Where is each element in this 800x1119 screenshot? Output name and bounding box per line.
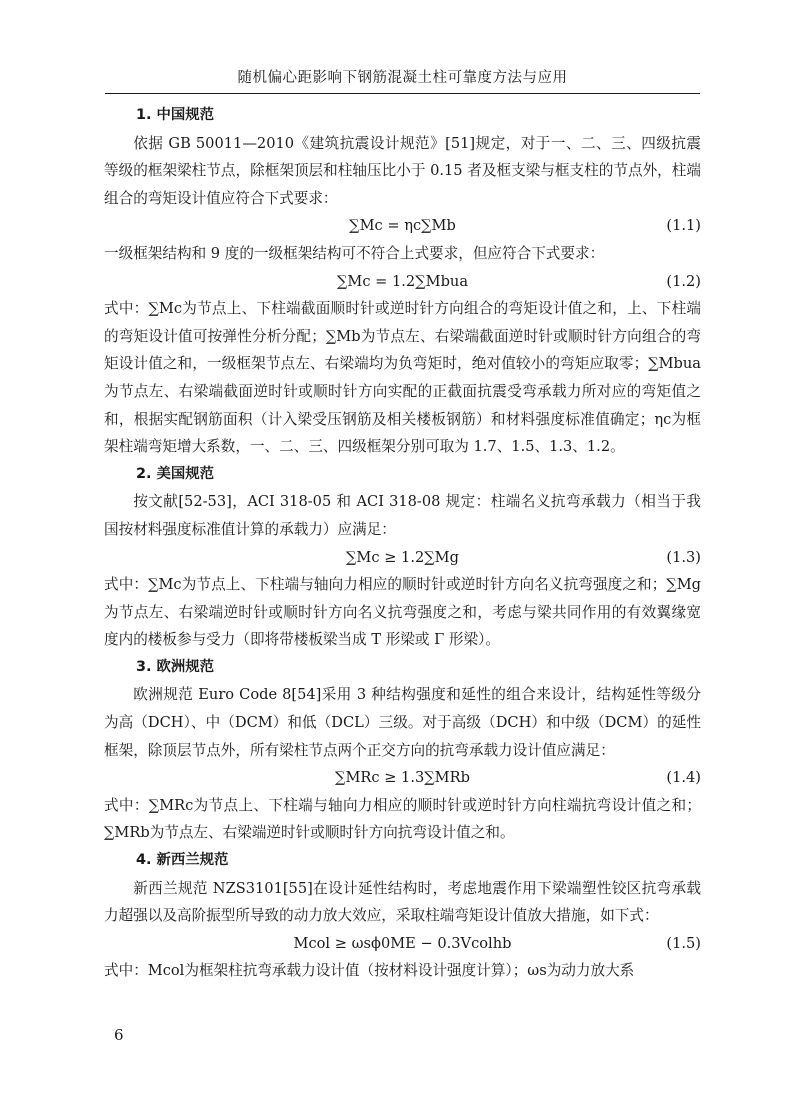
equation-number: (1.5) (666, 934, 701, 952)
equation-formula: Mcol ≥ ωsϕ0ME − 0.3Vcolhb (293, 934, 512, 952)
equation-formula: ∑MRc ≥ 1.3∑MRb (335, 769, 470, 787)
running-header: 随机偏心距影响下钢筋混凝土柱可靠度方法与应用 (105, 66, 700, 94)
paragraph-china-definitions: 式中：∑Mc为节点上、下柱端截面顺时针或逆时针方向组合的弯矩设计值之和，上、下柱端的弯矩设计值可按弹性分析分配；∑Mb为节点左、右梁端截面逆时针或顺时针方向组合的弯矩设计值之和，一级框架节点左、右梁端均为负弯矩时，绝对值较小的弯矩应取零；∑Mbua为节点左、右梁端截面逆时针或顺时针方向实配的正截面抗震受弯承载力所对应的弯矩值之和，根据实配钢筋面积（计入梁受压钢筋及相关楼板钢筋）和材料强度标准值确定；ηc为框架柱端弯矩增大系数，一、二、三、四级框架分别可取为 1.7、1.5、1.3、1.2。 (104, 300, 701, 456)
section-title-europe: 3. 欧洲规范 (136, 658, 215, 675)
page-number: 6 (114, 1026, 124, 1044)
paragraph-china-grade1: 一级框架结构和 9 度的一级框架结构可不符合上式要求，但应符合下式要求： (104, 244, 605, 262)
paragraph-europe-intro: 欧洲规范 Euro Code 8[54]采用 3 种结构强度和延性的组合来设计，结构延性等级分为高（DCH）、中（DCM）和低（DCL）三级。对于高级（DCH）和中级（DCM）的延性框架，除顶层节点外，所有梁柱节点两个正交方向的抗弯承载力设计值应满足： (104, 686, 701, 759)
equation-1-4 (104, 764, 701, 792)
equation-number: (1.1) (666, 217, 701, 235)
section-title-china: 1. 中国规范 (136, 107, 215, 123)
section-title-new-zealand: 4. 新西兰规范 (136, 852, 229, 869)
equation-number: (1.3) (666, 548, 701, 566)
section-title-usa: 2. 美国规范 (136, 465, 215, 482)
paragraph-europe-definitions: 式中：∑MRc为节点上、下柱端与轴向力相应的顺时针或逆时针方向柱端抗弯设计值之和；∑MRb为节点左、右梁端逆时针或顺时针方向抗弯设计值之和。 (104, 796, 701, 842)
paragraph-china-intro: 依据 GB 50011—2010《建筑抗震设计规范》[51]规定，对于一、二、三、四级抗震等级的框架梁柱节点，除框架顶层和柱轴压比小于 0.15 者及框支梁与框支柱的节点外，柱端组合的弯矩设计值应符合下式要求： (104, 134, 701, 207)
equation-number: (1.4) (666, 769, 701, 787)
equation-1-2 (104, 268, 701, 296)
equation-1-1 (104, 212, 701, 240)
equation-number: (1.2) (666, 272, 701, 290)
equation-1-5 (104, 930, 701, 958)
equation-formula: ∑Mc ≥ 1.2∑Mg (346, 548, 459, 566)
paragraph-nz-intro: 新西兰规范 NZS3101[55]在设计延性结构时，考虑地震作用下梁端塑性铰区抗弯承载力超强以及高阶振型所导致的动力放大效应，采取柱端弯矩设计值放大措施，如下式： (104, 879, 701, 925)
paragraph-nz-definitions: 式中：Mcol为框架柱抗弯承载力设计值（按材料设计强度计算）；ωs为动力放大系 (104, 962, 635, 980)
paragraph-usa-definitions: 式中：∑Mc为节点上、下柱端与轴向力相应的顺时针或逆时针方向名义抗弯强度之和；∑Mg为节点左、右梁端逆时针或顺时针方向名义抗弯强度之和，考虑与梁共同作用的有效翼缘宽度内的楼板参与受力（即将带楼板梁当成 T 形梁或 Γ 形梁）。 (104, 576, 701, 649)
page-body (104, 102, 701, 985)
equation-formula: ∑Mc = 1.2∑Mbua (336, 272, 469, 290)
equation-formula: ∑Mc = ηc∑Mb (349, 217, 456, 235)
paragraph-usa-intro: 按文献[52-53]，ACI 318-05 和 ACI 318-08 规定：柱端名义抗弯承载力（相当于我国按材料强度标准值计算的承载力）应满足： (104, 493, 701, 538)
equation-1-3 (104, 544, 701, 572)
